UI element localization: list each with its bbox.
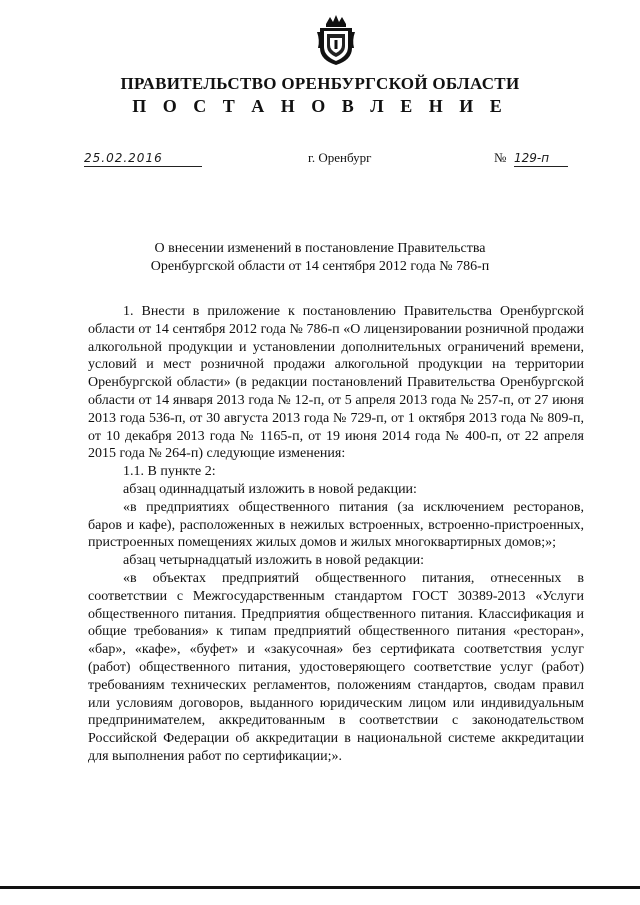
document-type: П О С Т А Н О В Л Е Н И Е: [132, 96, 508, 116]
document-number: 129-п: [514, 151, 568, 167]
paragraph: «в объектах предприятий общественного питания, отнесенных в соответствии с Межгосударственным стандартом ГОСТ 30389-2013 «Услуги общественного питания. Предприятия общественного питания. Классификация и общие требования» к типам предприятий общественного питания «ресторан», «бар», «кафе», «буфет» и «закусочная» без сертификата соответствия услуг (работ) общественного питания, удостоверяющего соответствие услуг (работ) требованиям технических регламентов, положениям стандартов, сводам правил или условиям договоров, выданного юридическим лицом или индивидуальным предпринимателем, аккредитованным в соответствии с законодательством Российской Федерации об аккредитации в национальной системе аккредитации для выполнения работ по сертификации;».: [88, 570, 584, 764]
document-city: г. Оренбург: [308, 150, 372, 165]
subject-line: О внесении изменений в постановление Правительства: [154, 241, 486, 256]
coat-of-arms-icon: [316, 14, 356, 66]
document-date: 25.02.2016: [84, 151, 202, 167]
number-label: №: [494, 150, 507, 165]
organization-title: ПРАВИТЕЛЬСТВО ОРЕНБУРГСКОЙ ОБЛАСТИ: [120, 74, 520, 93]
paragraph: 1. Внести в приложение к постановлению Правительства Оренбургской области от 14 сентября 2012 года № 786-п «О лицензировании розничной продажи алкогольной продукции и установлении дополнительных ограничений времени, условий и мест розничной продажи алкогольной продукции на территории Оренбургской области» (в редакции постановлений Правительства Оренбургской области от 14 января 2013 года № 12-п, от 5 апреля 2013 года № 257-п, от 27 июня 2013 года 536-п, от 30 августа 2013 года № 729-п, от 1 октября 2013 года № 809-п, от 10 декабря 2013 года № 1165-п, от 19 июня 2014 года № 400-п, от 22 апреля 2015 года № 264-п) следующие изменения:: [88, 304, 584, 462]
paragraph: «в предприятиях общественного питания (за исключением ресторанов, баров и кафе), расположенных в нежилых встроенных, встроенно-пристроенных, пристроенных помещениях жилых домов и жилых многоквартирных домов;»;: [88, 499, 584, 551]
paragraph: 1.1. В пункте 2:: [123, 464, 216, 480]
paragraph: абзац одиннадцатый изложить в новой редакции:: [123, 481, 417, 497]
page-bottom-rule: [0, 886, 640, 889]
document-subject: [0, 240, 640, 276]
document-body: [88, 303, 584, 766]
paragraph: абзац четырнадцатый изложить в новой редакции:: [123, 553, 425, 569]
subject-line: Оренбургской области от 14 сентября 2012 года № 786-п: [150, 259, 490, 274]
